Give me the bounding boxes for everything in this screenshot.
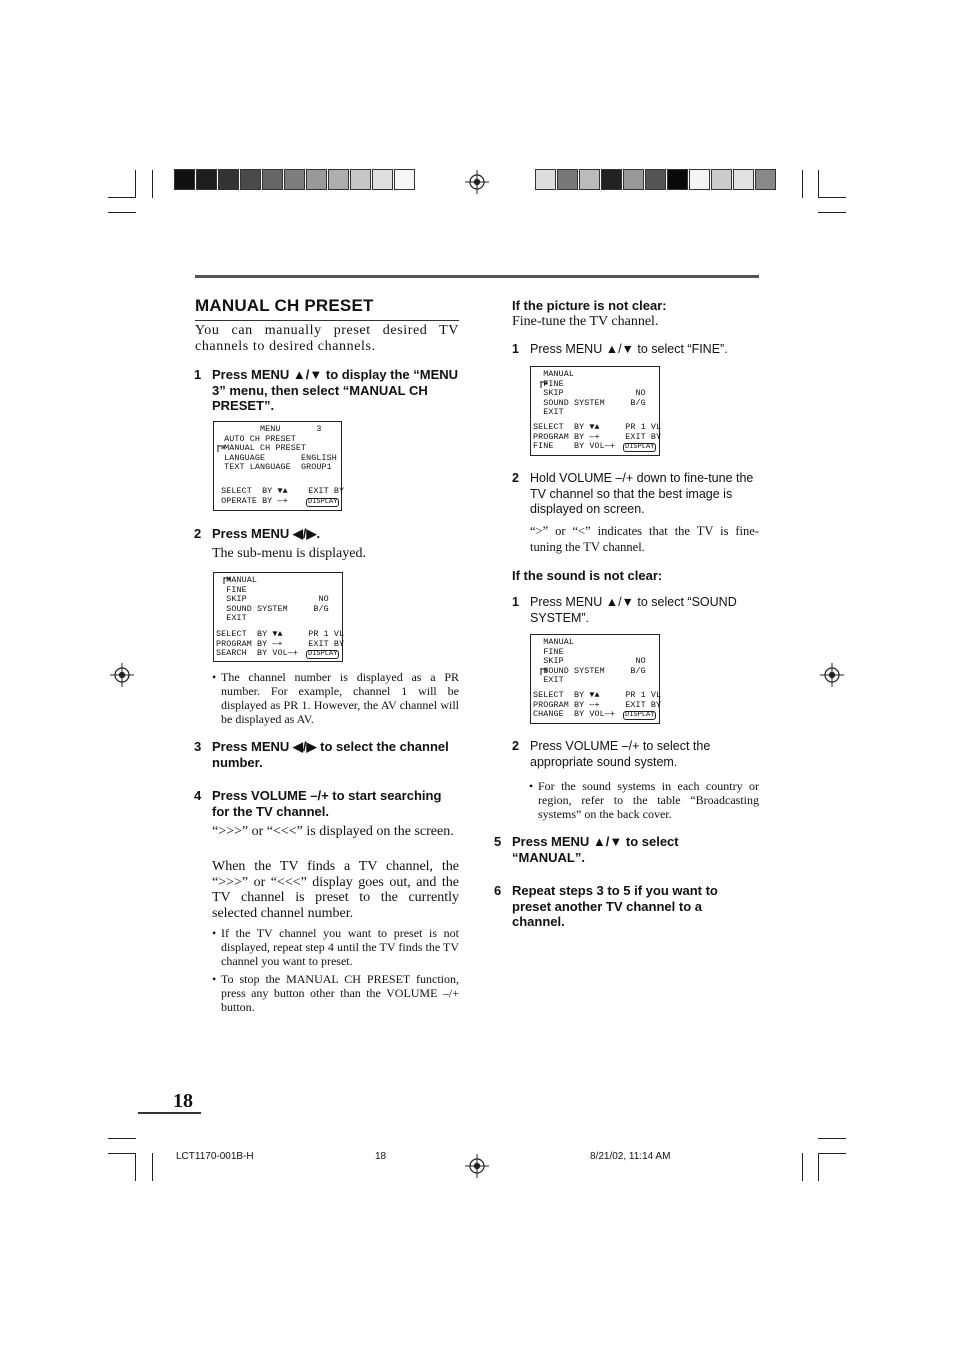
step-4-detail: When the TV finds a TV channel, the “>>>” or “<<<” display goes out, and the TV channel is preset to the currently selected channel number. [212,859,459,921]
footer-date: 8/21/02, 11:14 AM [590,1151,671,1162]
page-number: 18 [173,1090,193,1112]
bullet-text: The channel number is displayed as a PR number. For example, channel 1 will be displayed as PR 1. However, the AV channel will be displayed as AV. [221,670,459,726]
step-text: Press MENU ▲/▼ to select “FINE”. [530,342,728,356]
step-4 [194,788,462,819]
osd-menu3-screen [213,421,345,511]
registration-mark-icon [110,663,134,687]
step-number: 2 [512,739,519,753]
step-text: Hold VOLUME –/+ down to fine-tune the TV channel so that the best image is displayed on screen. [530,471,754,516]
picture-heading: If the picture is not clear: [512,298,667,313]
step-text: Press VOLUME –/+ to start searching for the TV channel. [212,788,442,819]
bullet-note: • The channel number is displayed as a PR number. For example, channel 1 will be displayed as PR 1. However, the AV channel will be displayed as AV. [212,670,459,726]
osd-sound-system-screen [530,634,660,724]
bullet-text: If the TV channel you want to preset is not displayed, repeat step 4 until the TV finds the TV channel you want to preset. [221,926,459,968]
title-underline [195,320,459,321]
osd-line: SELECT BY ▼▲ PR 1 VL [533,690,662,700]
pointing-hand-icon [540,667,549,676]
step-number: 3 [194,739,202,754]
osd-line: LANGUAGE ENGLISH [219,452,337,463]
osd-line: PROGRAM BY —+ EXIT BY [533,699,662,710]
step-number: 2 [194,526,202,541]
footer-page: 18 [375,1151,387,1162]
step-text: Press MENU ◀/▶. [212,526,321,541]
pointing-hand-icon [217,444,226,453]
step-number: 6 [494,883,502,898]
osd-line: SOUND SYSTEM B/G [216,603,329,614]
bullet-text: To stop the MANUAL CH PRESET function, press any button other than the VOLUME –/+ button. [221,972,459,1014]
pointing-hand-icon [223,576,232,585]
step-number: 1 [512,595,519,609]
display-button-icon: DISPLAY [308,650,338,658]
osd-line: SKIP NO [216,594,329,604]
osd-fine-screen [530,366,660,456]
step-5 [494,834,752,865]
display-button-icon: DISPLAY [625,443,655,451]
step-text: Repeat steps 3 to 5 if you want to preset another TV channel to a channel. [512,883,718,929]
picture-step-2 [512,471,758,518]
picture-step-1 [512,342,760,358]
step-number: 2 [512,471,519,485]
osd-line: SEARCH BY VOL—+ [216,648,299,658]
osd-line: SKIP NO [533,656,646,666]
osd-line: CHANGE BY VOL—+ [533,709,616,719]
osd-line: PROGRAM BY —+ EXIT BY [533,431,662,442]
section-title: MANUAL CH PRESET [195,296,374,315]
step-number: 1 [194,367,202,382]
osd-line: SOUND SYSTEM B/G [533,397,646,408]
step-2 [194,526,462,542]
bullet-note: • For the sound systems in each country or region, refer to the table “Broadcasting systems” on the back cover. [529,779,759,821]
step-text: Press MENU ▲/▼ to select “SOUND SYSTEM”. [530,595,737,625]
osd-line: EXIT [533,407,564,417]
intro-text: You can manually preset desired TV channels to desired channels. [195,323,459,354]
registration-mark-icon [820,663,844,687]
step-2-note: The sub-menu is displayed. [212,546,366,561]
step-number: 5 [494,834,502,849]
osd-line: MANUAL [216,575,258,585]
osd-manual-search-screen [213,572,343,662]
osd-line: FINE [533,646,564,657]
picture-subheading: Fine-tune the TV channel. [512,314,659,329]
osd-line: FINE BY VOL—+ [533,441,616,451]
pointing-hand-icon [540,380,549,389]
bullet-note: • To stop the MANUAL CH PRESET function, press any button other than the VOLUME –/+ button. [212,972,459,1014]
display-button-icon: DISPLAY [308,498,338,506]
osd-line: EXIT [533,675,564,685]
osd-line: SOUND SYSTEM B/G [533,665,646,676]
step-number: 4 [194,788,202,803]
osd-line: PROGRAM BY —+ EXIT BY [216,638,345,649]
bullet-note: • If the TV channel you want to preset is not displayed, repeat step 4 until the TV finds the TV channel you want to preset. [212,926,459,968]
osd-line: MANUAL [533,637,575,647]
osd-line: FINE [533,378,564,389]
osd-line: SELECT BY ▼▲ PR 1 VL [216,629,345,639]
osd-line: AUTO CH PRESET [219,433,296,444]
step-text: Press MENU ▲/▼ to display the “MENU 3” menu, then select “MANUAL CH PRESET”. [212,367,459,413]
step-3 [194,739,462,770]
step-1 [194,367,462,414]
step-number: 1 [512,342,519,356]
sound-step-2 [512,739,745,770]
sound-step-1 [512,595,755,626]
step-text: Press MENU ◀/▶ to select the channel number. [212,739,449,770]
osd-line: TEXT LANGUAGE GROUP1 [219,462,332,472]
step-6 [494,883,752,930]
osd-line: EXIT [216,613,247,623]
osd-line: MANUAL CH PRESET [219,443,307,453]
bullet-text: For the sound systems in each country or region, refer to the table “Broadcasting systems” on the back cover. [538,779,759,821]
sound-heading: If the sound is not clear: [512,568,663,583]
fine-tune-note: “>” or “<” indicates that the TV is fine-tuning the TV channel. [530,524,759,554]
step-text: Press VOLUME –/+ to select the appropriate sound system. [530,739,711,769]
osd-line: SELECT BY ▼▲ PR 1 VL [533,422,662,432]
registration-mark-icon [465,170,489,194]
osd-line: MENU 3 [219,424,322,434]
page-number-rule [138,1112,201,1114]
step-text: Press MENU ▲/▼ to select “MANUAL”. [512,834,679,865]
osd-line: MANUAL [533,369,575,379]
osd-line: OPERATE BY —+ [216,495,288,506]
top-rule [195,275,759,278]
display-button-icon: DISPLAY [625,711,655,719]
osd-line: SKIP NO [533,388,646,398]
osd-line: FINE [216,584,247,595]
footer-doc-code: LCT1170-001B-H [176,1151,254,1162]
step-4-note: “>>>” or “<<<” is displayed on the screen. [212,824,454,839]
osd-line: SELECT BY ▼▲ EXIT BY [216,486,345,496]
registration-mark-icon [465,1154,489,1178]
